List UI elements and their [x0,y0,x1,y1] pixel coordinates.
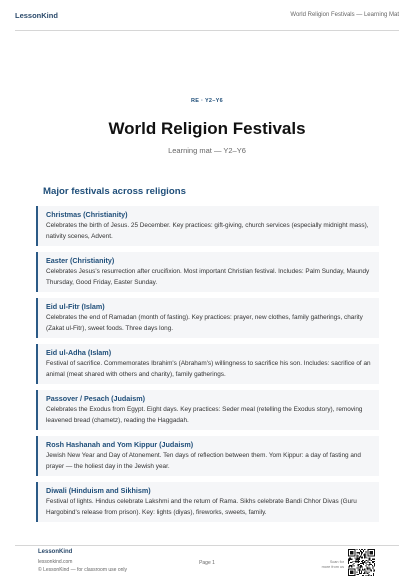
festival-card [36,206,379,246]
footer-copyright: © LessonKind — for classroom use only [38,567,128,573]
page-header [0,0,414,30]
footer-divider [15,545,399,546]
footer-brand: LessonKind [38,549,73,555]
festival-name: Easter (Christianity) [46,256,115,265]
festival-list [36,206,379,528]
festival-card [36,252,379,292]
festival-card [36,390,379,430]
footer-website: lessonkind.com [38,559,73,565]
festival-name: Eid ul-Fitr (Islam) [46,302,105,311]
festival-card [36,298,379,338]
scan-caption-line: more from us [321,564,344,569]
festival-name: Diwali (Hinduism and Sikhism) [46,486,151,495]
festival-name: Christmas (Christianity) [46,210,128,219]
scan-caption-line: Scan for [329,560,344,564]
section-title: Major festivals across religions [43,186,186,197]
festival-name: Rosh Hashanah and Yom Kippur (Judaism) [46,440,194,449]
scan-caption [306,560,344,570]
festival-description: Jewish New Year and Day of Atonement. Ten days of reflection between them. Yom Kippur: a day of fasting and prayer — the holiest day in the Jewish year. [46,452,361,470]
festival-card [36,482,379,522]
qr-code-icon [348,549,375,576]
festival-card [36,344,379,384]
page-subtitle: Learning mat — Y2–Y6 [168,146,246,155]
festival-description: Festival of sacrifice. Commemorates Ibrahim's (Abraham's) willingness to sacrifice his son. Includes: sacrifice of an animal (meat shared with others and charity), family gatherings. [46,360,371,378]
header-divider [15,30,399,31]
festival-description: Celebrates the birth of Jesus. 25 December. Key practices: gift-giving, church services (especially midnight mass), nativity scenes, Advent. [46,222,369,240]
festival-description: Celebrates the end of Ramadan (month of fasting). Key practices: prayer, new clothes, family gatherings, charity (Zakat ul-Fitr), sweet foods. Three days long. [46,314,363,332]
festival-name: Passover / Pesach (Judaism) [46,394,146,403]
festival-description: Celebrates Jesus's resurrection after crucifixion. Most important Christian festival. Includes: Palm Sunday, Maundy Thursday, Good Friday, Easter Sunday. [46,268,370,286]
header-brand: LessonKind [15,10,58,20]
page-title: World Religion Festivals [108,119,306,138]
page-number: Page 1 [199,560,215,566]
festival-name: Eid ul-Adha (Islam) [46,348,112,357]
festival-description: Festival of lights. Hindus celebrate Lakshmi and the return of Rama. Sikhs celebrate Bandi Chhor Divas (Guru Hargobind's release from prison). Key: lights (diyas), fireworks, sweets, family. [46,498,357,516]
subject-label: RE · Y2–Y6 [191,98,223,104]
festival-card [36,436,379,476]
festival-description: Celebrates the Exodus from Egypt. Eight days. Key practices: Seder meal (retelling the Exodus story), removing leavened bread (chametz), reading the Haggadah. [46,406,363,424]
header-title: World Religion Festivals — Learning Mat [290,12,399,18]
